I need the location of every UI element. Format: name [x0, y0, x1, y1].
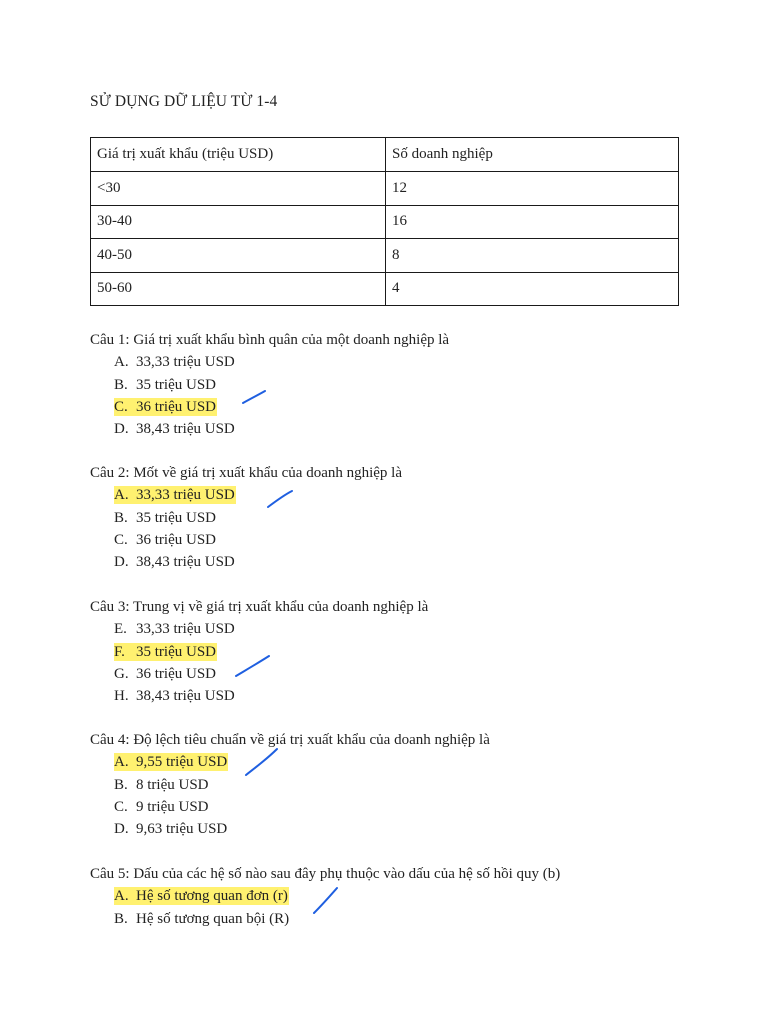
option-letter: A.	[114, 888, 129, 905]
question-2	[90, 462, 402, 573]
option-letter: B.	[114, 776, 128, 793]
export-data-table	[90, 137, 679, 306]
option-letter: D.	[114, 421, 129, 438]
option-text: 35 triệu USD	[136, 509, 216, 526]
option-text: 36 triệu USD	[136, 398, 216, 415]
option-letter: B.	[114, 376, 128, 393]
question-text: Câu 5: Dấu của các hệ số nào sau đây phụ thuộc vào dấu của hệ số hồi quy (b)	[90, 866, 561, 882]
option-list	[90, 484, 402, 573]
option-text: 35 triệu USD	[136, 643, 216, 660]
table-cell: 50-60	[91, 272, 386, 306]
table-cell: 40-50	[91, 239, 386, 273]
table-cell: <30	[91, 172, 386, 206]
table-row	[91, 272, 679, 306]
option-text: 9 triệu USD	[136, 798, 209, 815]
answer-option[interactable]	[114, 663, 428, 685]
option-letter: C.	[114, 531, 128, 548]
answer-option[interactable]	[114, 685, 428, 707]
option-list	[90, 351, 449, 440]
option-text: 9,63 triệu USD	[136, 821, 228, 838]
answer-option[interactable]	[114, 529, 402, 551]
table-header-row	[91, 138, 679, 172]
option-letter: E.	[114, 621, 127, 638]
option-text: 36 triệu USD	[136, 531, 216, 548]
question-4	[90, 729, 490, 840]
answer-option[interactable]	[114, 374, 449, 396]
answer-option[interactable]	[114, 818, 490, 840]
table-cell: 12	[386, 172, 679, 206]
table-row	[91, 239, 679, 273]
option-letter: A.	[114, 754, 129, 771]
question-3	[90, 596, 428, 707]
option-text: 38,43 triệu USD	[136, 421, 235, 438]
option-text: 38,43 triệu USD	[136, 554, 235, 571]
answer-option[interactable]	[114, 484, 402, 506]
question-1	[90, 329, 449, 440]
option-letter: G.	[114, 665, 129, 682]
answer-option[interactable]	[114, 885, 560, 907]
option-text: Hệ số tương quan bội (R)	[136, 910, 290, 927]
answer-option[interactable]	[114, 396, 449, 418]
table-header-cell: Số doanh nghiệp	[386, 138, 679, 172]
table-cell: 16	[386, 205, 679, 239]
option-text: Hệ số tương quan đơn (r)	[136, 888, 288, 905]
option-letter: D.	[114, 554, 129, 571]
answer-option[interactable]	[114, 641, 428, 663]
option-text: 33,33 triệu USD	[136, 621, 235, 638]
question-text: Câu 4: Độ lệch tiêu chuẩn về giá trị xuất khẩu của doanh nghiệp là	[90, 732, 490, 748]
question-text: Câu 1: Giá trị xuất khẩu bình quân của một doanh nghiệp là	[90, 332, 450, 348]
option-letter: C.	[114, 798, 128, 815]
answer-option[interactable]	[114, 351, 449, 373]
option-letter: H.	[114, 688, 129, 705]
option-text: 35 triệu USD	[136, 376, 216, 393]
option-list	[90, 751, 490, 840]
option-letter: B.	[114, 910, 128, 927]
option-letter: A.	[114, 487, 129, 504]
option-list	[90, 618, 428, 707]
table-cell: 30-40	[91, 205, 386, 239]
option-letter: F.	[114, 643, 125, 660]
question-text: Câu 3: Trung vị về giá trị xuất khẩu của doanh nghiệp là	[90, 599, 429, 615]
table-cell: 8	[386, 239, 679, 273]
option-list	[90, 885, 560, 930]
answer-option[interactable]	[114, 551, 402, 573]
answer-option[interactable]	[114, 507, 402, 529]
question-text: Câu 2: Mốt về giá trị xuất khẩu của doanh nghiệp là	[90, 465, 403, 481]
option-text: 33,33 triệu USD	[136, 487, 235, 504]
answer-option[interactable]	[114, 774, 490, 796]
answer-option[interactable]	[114, 908, 560, 930]
option-text: 33,33 triệu USD	[136, 354, 235, 371]
option-text: 38,43 triệu USD	[136, 688, 235, 705]
section-heading: SỬ DỤNG DỮ LIỆU TỪ 1-4	[90, 93, 278, 110]
answer-option[interactable]	[114, 418, 449, 440]
question-5	[90, 863, 560, 930]
option-letter: A.	[114, 354, 129, 371]
answer-option[interactable]	[114, 751, 490, 773]
answer-option[interactable]	[114, 618, 428, 640]
option-text: 9,55 triệu USD	[136, 754, 228, 771]
option-text: 8 triệu USD	[136, 776, 209, 793]
table-row	[91, 205, 679, 239]
table-row	[91, 172, 679, 206]
option-letter: D.	[114, 821, 129, 838]
option-letter: B.	[114, 509, 128, 526]
answer-option[interactable]	[114, 796, 490, 818]
option-letter: C.	[114, 398, 128, 415]
table-cell: 4	[386, 272, 679, 306]
option-text: 36 triệu USD	[136, 665, 216, 682]
table-header-cell: Giá trị xuất khẩu (triệu USD)	[91, 138, 386, 172]
